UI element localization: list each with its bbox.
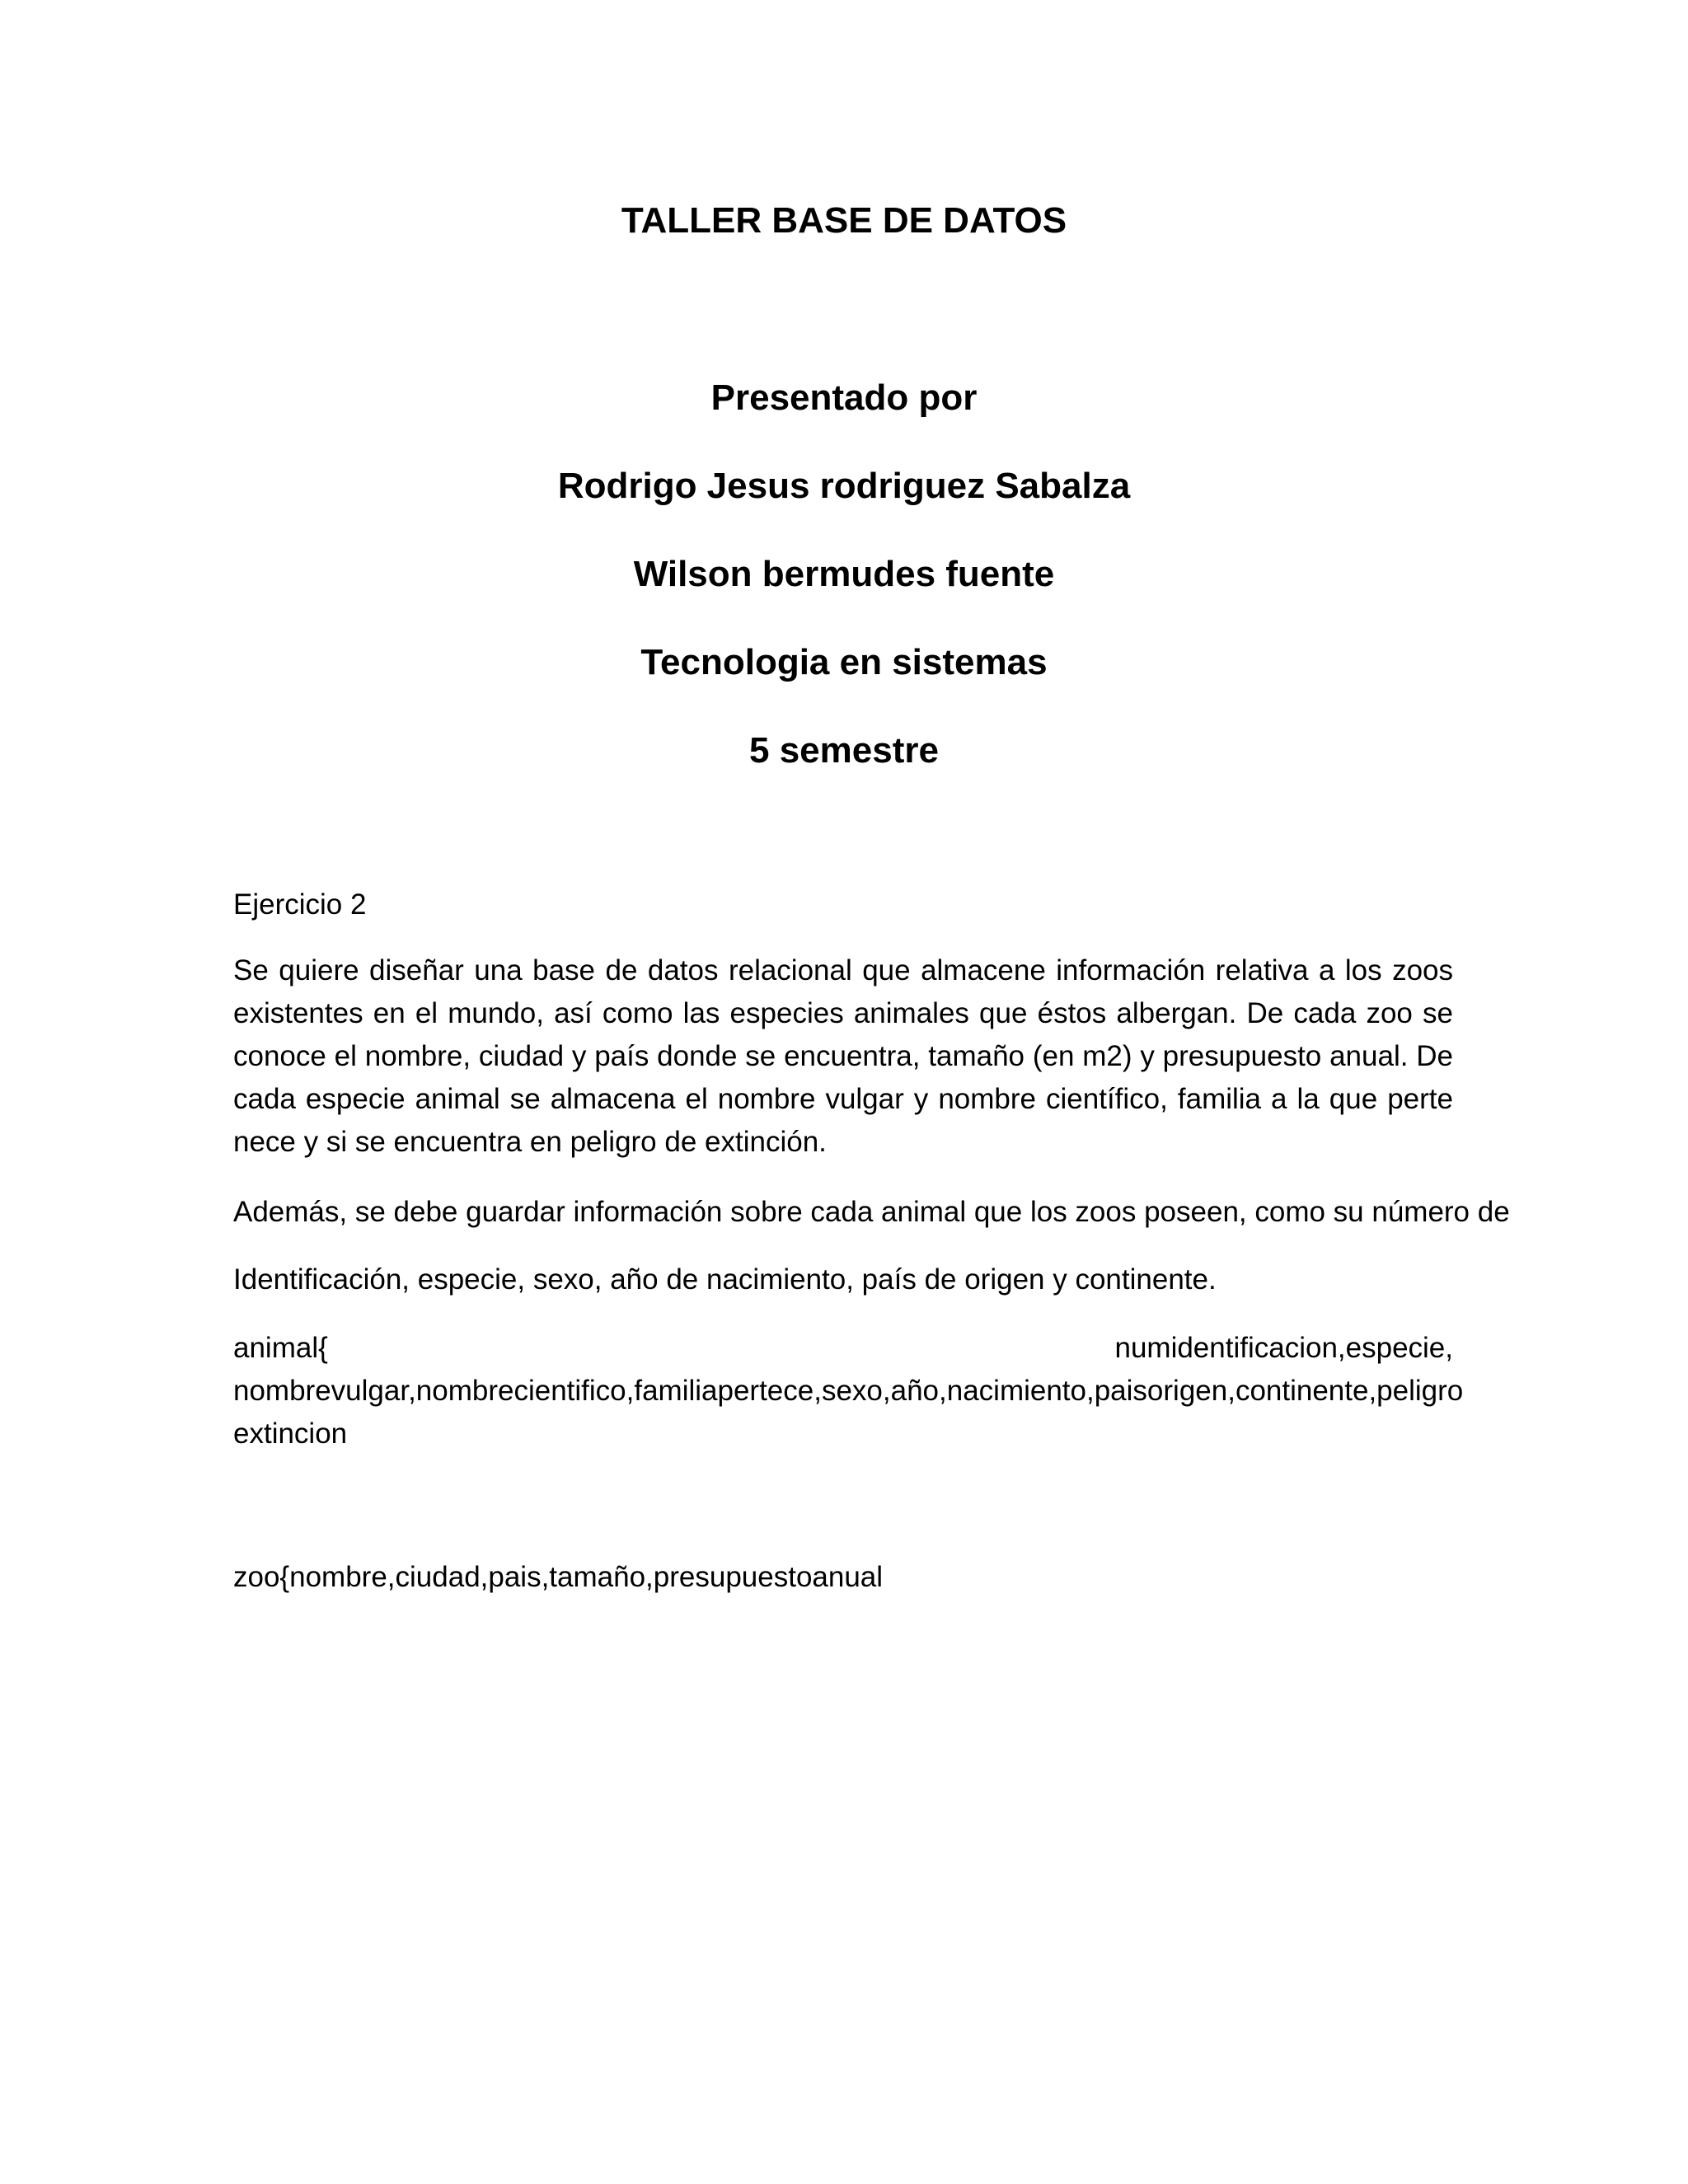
semester-label: 5 semestre bbox=[749, 730, 939, 771]
exercise-paragraph-3: Identificación, especie, sexo, año de nacimiento, país de origen y continente. bbox=[233, 1263, 1217, 1296]
exercise-paragraph-1 bbox=[233, 949, 1453, 1164]
zoo-schema: zoo{nombre,ciudad,pais,tamaño,presupuestoanual bbox=[233, 1561, 884, 1593]
program-name: Tecnologia en sistemas bbox=[640, 642, 1048, 682]
animal-schema-fields-1: numidentificacion,especie, bbox=[1114, 1332, 1453, 1364]
animal-schema-line-1 bbox=[233, 1327, 1453, 1370]
presented-by-heading: Presentado por bbox=[710, 377, 978, 418]
animal-schema-line-2: nombrevulgar,nombrecientifico,familiapertece,sexo,año,nacimiento,paisorigen,continente,peligro bbox=[233, 1375, 1464, 1407]
animal-schema bbox=[233, 1327, 1464, 1455]
exercise-paragraph-2: Además, se debe guardar información sobre cada animal que los zoos poseen, como su número de bbox=[233, 1196, 1510, 1228]
author-name-1: Rodrigo Jesus rodriguez Sabalza bbox=[557, 466, 1131, 506]
animal-schema-open: animal{ bbox=[233, 1332, 328, 1364]
document-title: TALLER BASE DE DATOS bbox=[621, 200, 1067, 241]
exercise-label: Ejercicio 2 bbox=[233, 888, 367, 921]
exercise-description: Se quiere diseñar una base de datos relacional que almacene información relativa a los zoos existentes en el mundo, así como las especies animales que éstos albergan. De cada zoo se conoce el nombre, ciudad y país donde se encuentra, tamaño (en m2) y presupuesto anual. De cada especie animal se almacena el nombre vulgar y nombre científico, familia a la que perte nece y si se encuentra en peligro de extinción. bbox=[233, 954, 1453, 1158]
animal-schema-line-3: extincion bbox=[233, 1418, 348, 1450]
author-name-2: Wilson bermudes fuente bbox=[633, 554, 1055, 594]
